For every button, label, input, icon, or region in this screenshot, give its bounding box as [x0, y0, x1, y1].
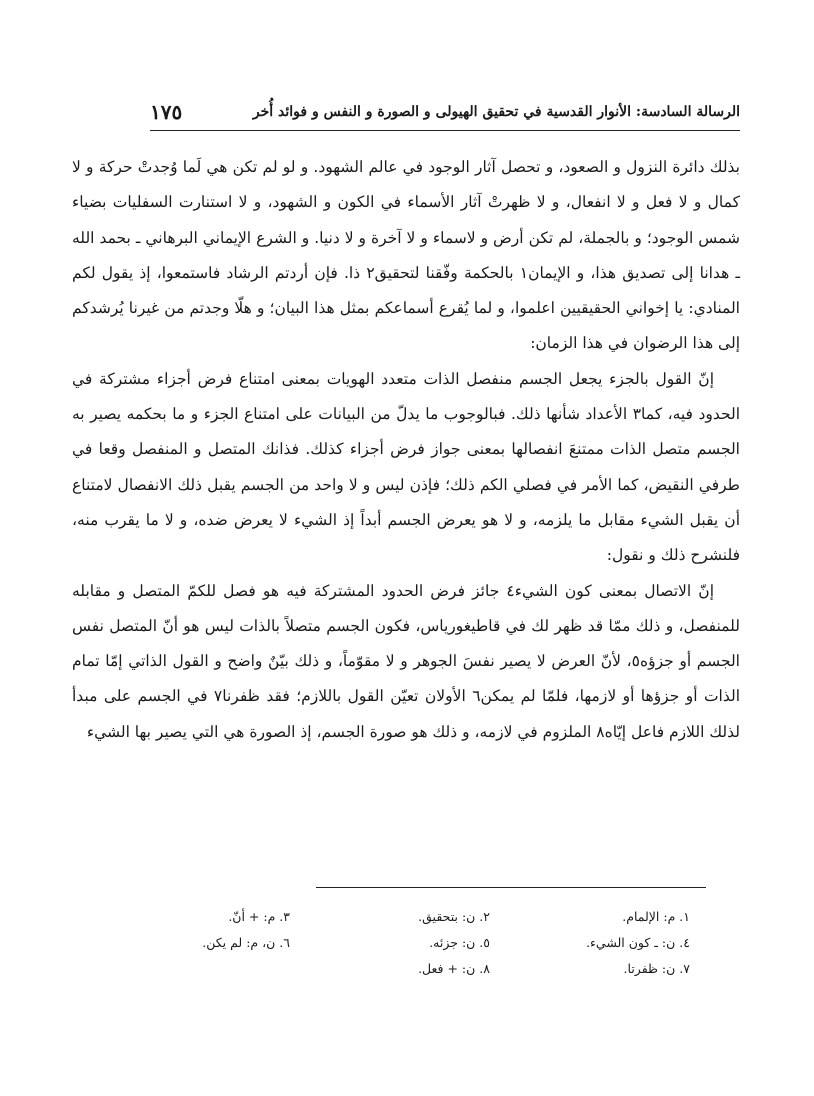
body-text — [72, 150, 740, 750]
footnote-row — [90, 956, 690, 982]
footnote: ٣. م: + أنّ. — [228, 909, 290, 924]
paragraph: بذلك دائرة النزول و الصعود، و تحصل آثار الوجود في عالم الشهود. و لو لم تكن هي لَما وُجدتْ حركة و لا كمال و لا فعل و لا انفعال، و لا ظهرتْ آثار الأسماء في الكون و الشهود، و لا استنارت السفليات بضياء شمس الوجود؛ و بالجملة، لم تكن أرض و لاسماء و لا آخرة و لا دنيا. و الشرع الإيماني البرهاني ـ بحمد الله ـ هدانا إلى تصديق هذا، و الإيمان١ بالحكمة وفّقنا لتحقيق٢ ذا. فإن أردتم الرشاد فاستمعوا، إذ يقول لكم المنادي: يا إخواني الحقيقيين اعلموا، و لما يُقرع أسماعكم بمثل هذا البيان؛ و هلّا وجدتم من غيرنا يُرشدكم إلى هذا الرضوان في هذا الزمان: — [72, 158, 740, 353]
footnote-row — [90, 904, 690, 930]
footnote: ٨. ن: + فعل. — [418, 961, 490, 976]
footnote: ٦. ن، م: لم يكن. — [202, 935, 290, 950]
footnotes — [90, 904, 690, 982]
footnote: ٤. ن: ـ كون الشيء. — [586, 935, 690, 950]
paragraph: إنّ الاتصال بمعنى كون الشيء٤ جائز فرض الحدود المشتركة فيه هو فصل للكمّ المتصل و مقابله للمنفصل، و ذلك ممّا قد ظهر لك في قاطيغورياس، فكون الجسم متصلاً بالذات ليس هو أنّ المتصل نفس الجسم أو جزؤه٥، لأنّ العرض لا يصير نفسَ الجوهر و لا مقوّماً، و ذلك بيّنٌ واضح و القول الذاتي إمّا تمام الذات أو جزؤها أو لازمها، فلمّا لم يمكن٦ الأولان تعيّن القول باللازم؛ فقد ظفرنا٧ في الجسم على مبدأ لذلك اللازم فاعل إيّاه٨ الملزوم في لازمه، و ذلك هو صورة الجسم، إذ الصورة هي التي يصير بها الشيء — [72, 581, 741, 741]
running-title: الرسالة السادسة: الأنوار القدسية في تحقيق الهيولى و الصورة و النفس و فوائد أُخر — [252, 104, 740, 120]
page-number: ١٧٥ — [150, 100, 183, 124]
footnote: ١. م: الإلمام. — [622, 909, 690, 924]
footnote — [90, 956, 290, 982]
footnote-row — [90, 930, 690, 956]
footnote: ٥. ن: جزئه. — [429, 935, 490, 950]
footnote-divider — [316, 887, 706, 888]
paragraph: إنّ القول بالجزء يجعل الجسم منفصل الذات متعدد الهويات بمعنى امتناع فرض أجزاء مشتركة في الحدود فيه، كما٣ الأعداد شأنها ذلك. فبالوجوب ما يدلّ من البيانات على امتناع الجزء و ما بحكمه يصير به الجسم متصل الذات ممتنعَ انفصالها بمعنى جواز فرض أجزاء كذلك. فذانك المتصل و المنفصل وقعا في طرفي النقيض، كما الأمر في فصلي الكم ذلك؛ فإذن ليس و لا واحد من الجسم يقبل ذلك الانفصال لامتناع أن يقبل الشيء مقابل ما يلزمه، و لا هو يعرض الجسم أبداً إذ الشيء لا يعرض ضده، و لا ما يقرب منه، فلنشرح ذلك و نقول: — [72, 369, 741, 565]
footnote: ٧. ن: ظفرتا. — [623, 961, 690, 976]
page-header — [150, 96, 740, 131]
footnote: ٢. ن: بتحقيق. — [418, 909, 490, 924]
